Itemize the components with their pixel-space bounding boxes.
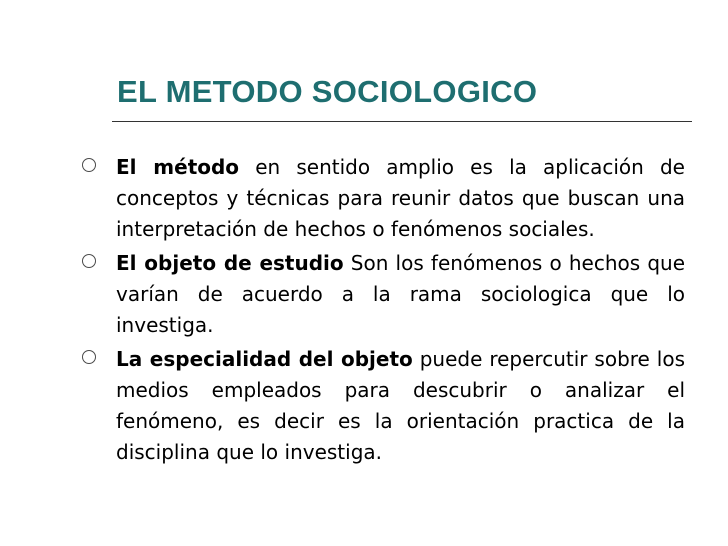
hollow-circle-icon [82, 350, 96, 364]
bullet-term: La especialidad del objeto [116, 347, 413, 371]
bullet-item [80, 152, 685, 245]
slide-title: EL METODO SOCIOLOGICO [117, 74, 538, 109]
title-divider [112, 121, 692, 122]
bullet-item [80, 248, 685, 341]
bullet-term: El método [116, 155, 240, 179]
bullet-text: Son los fenómenos o hechos que varían de acuerdo a la rama sociologica que lo investiga. [116, 251, 685, 337]
bullet-text: en sentido amplio es la aplicación de conceptos y técnicas para reunir datos que buscan una interpretación de hechos o fenómenos sociales. [116, 155, 685, 241]
bullet-list [80, 152, 685, 471]
bullet-term: El objeto de estudio [116, 251, 344, 275]
bullet-text: puede repercutir sobre los medios empleados para descubrir o analizar el fenómeno, es decir es la orientación practica de la disciplina que lo investiga. [116, 347, 686, 464]
hollow-circle-icon [82, 254, 96, 268]
hollow-circle-icon [82, 158, 96, 172]
bullet-item [80, 344, 685, 468]
